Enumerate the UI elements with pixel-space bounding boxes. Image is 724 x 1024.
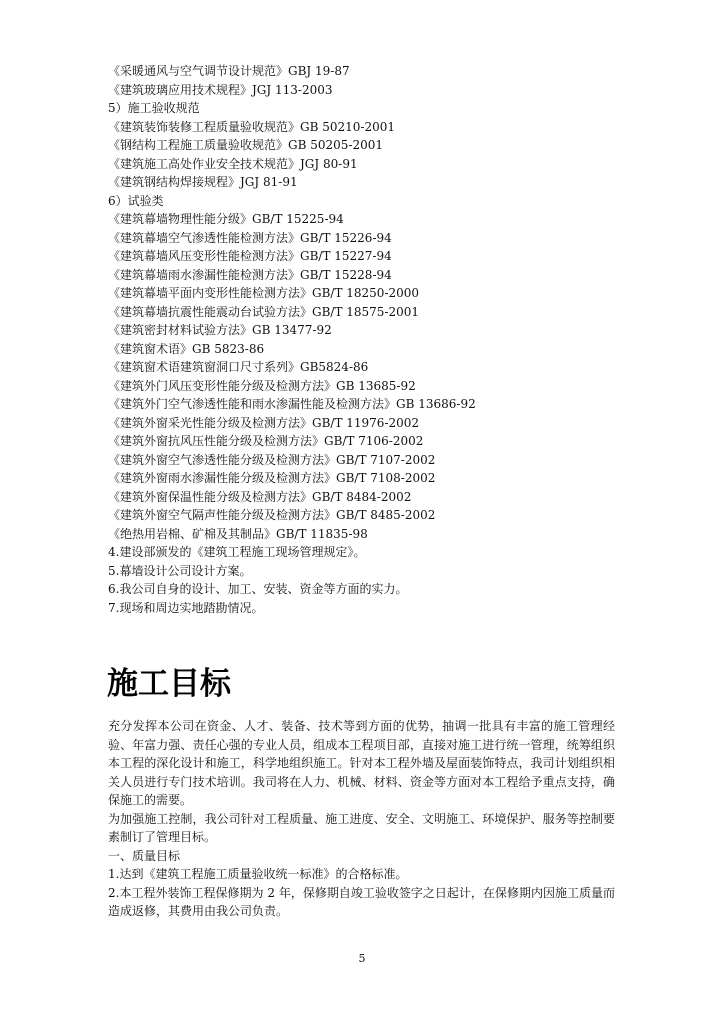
reference-line: 《建筑密封材料试验方法》GB 13477-92 bbox=[108, 323, 332, 337]
body-text bbox=[108, 717, 615, 921]
reference-line: 《建筑窗术语建筑窗洞口尺寸系列》GB5824-86 bbox=[108, 360, 369, 374]
reference-line: 6.我公司自身的设计、加工、安装、资金等方面的实力。 bbox=[108, 582, 408, 596]
reference-line: 《建筑幕墙物理性能分级》GB/T 15225-94 bbox=[108, 212, 344, 226]
section-heading: 施工目标 bbox=[107, 666, 231, 702]
paragraph-intro: 充分发挥本公司在资金、人才、装备、技术等到方面的优势，抽调一批具有丰富的施工管理经验、年富力强、责任心强的专业人员，组成本工程项目部，直接对施工进行统一管理，统筹组织本工程的深化设计和施工，科学地组织施工。针对本工程外墙及屋面装饰特点，我司计划组织相关人员进行专门技术培训。我司将在人力、机械、材料、资金等方面对本工程给予重点支持，确保施工的需要。 bbox=[108, 719, 615, 807]
reference-line: 《建筑施工高处作业安全技术规范》JGJ 80-91 bbox=[108, 156, 358, 171]
reference-line: 《建筑外门风压变形性能分级及检测方法》GB 13685-92 bbox=[108, 378, 416, 393]
reference-line: 《建筑外窗雨水渗漏性能分级及检测方法》GB/T 7108-2002 bbox=[108, 471, 436, 485]
reference-line: 《采暖通风与空气调节设计规范》GBJ 19-87 bbox=[108, 64, 350, 78]
reference-line: 《建筑外窗空气渗透性能分级及检测方法》GB/T 7107-2002 bbox=[108, 452, 436, 467]
paragraph-quality-item-2: 2.本工程外装饰工程保修期为 2 年，保修期自竣工验收签字之日起计，在保修期内因施工质量而造成返修，其费用由我公司负责。 bbox=[108, 885, 615, 918]
reference-line: 《建筑外门空气渗透性能和雨水渗漏性能及检测方法》GB 13686-92 bbox=[108, 397, 476, 411]
reference-line: 《建筑外窗抗风压性能分级及检测方法》GB/T 7106-2002 bbox=[108, 434, 424, 448]
reference-line: 《建筑幕墙抗震性能震动台试验方法》GB/T 18575-2001 bbox=[108, 304, 420, 319]
reference-line: 《建筑外窗采光性能分级及检测方法》GB/T 11976-2002 bbox=[108, 415, 420, 430]
reference-line: 《建筑幕墙风压变形性能检测方法》GB/T 15227-94 bbox=[108, 249, 392, 263]
reference-line: 《建筑幕墙雨水渗漏性能检测方法》GB/T 15228-94 bbox=[108, 267, 392, 282]
reference-line: 5）施工验收规范 bbox=[108, 101, 200, 115]
reference-line: 《钢结构工程施工质量验收规范》GB 50205-2001 bbox=[108, 138, 383, 152]
reference-list bbox=[108, 62, 628, 617]
reference-line: 《建筑钢结构焊接规程》JGJ 81-91 bbox=[108, 175, 298, 189]
reference-line: 《绝热用岩棉、矿棉及其制品》GB/T 11835-98 bbox=[108, 526, 368, 541]
reference-line: 《建筑幕墙平面内变形性能检测方法》GB/T 18250-2000 bbox=[108, 286, 420, 300]
reference-line: 《建筑窗术语》GB 5823-86 bbox=[108, 341, 265, 356]
reference-line: 《建筑外窗空气隔声性能分级及检测方法》GB/T 8485-2002 bbox=[108, 508, 436, 522]
reference-line: 《建筑玻璃应用技术规程》JGJ 113-2003 bbox=[108, 82, 333, 97]
reference-line: 6）试验类 bbox=[108, 193, 164, 208]
paragraph-quality-heading: 一、质量目标 bbox=[108, 848, 181, 863]
reference-line: 5.幕墙设计公司设计方案。 bbox=[108, 563, 252, 578]
reference-line: 7.现场和周边实地踏勘情况。 bbox=[108, 600, 264, 615]
page-number: 5 bbox=[358, 952, 366, 965]
reference-line: 《建筑外窗保温性能分级及检测方法》GB/T 8484-2002 bbox=[108, 489, 412, 504]
reference-line: 《建筑装饰装修工程质量验收规范》GB 50210-2001 bbox=[108, 119, 395, 134]
reference-line: 《建筑幕墙空气渗透性能检测方法》GB/T 15226-94 bbox=[108, 230, 392, 245]
paragraph-quality-item-1: 1.达到《建筑工程施工质量验收统一标准》的合格标准。 bbox=[108, 867, 408, 881]
reference-line: 4.建设部颁发的《建筑工程施工现场管理规定》。 bbox=[108, 545, 366, 559]
paragraph-control: 为加强施工控制，我公司针对工程质量、施工进度、安全、文明施工、环境保护、服务等控制要素制订了管理目标。 bbox=[108, 811, 615, 844]
